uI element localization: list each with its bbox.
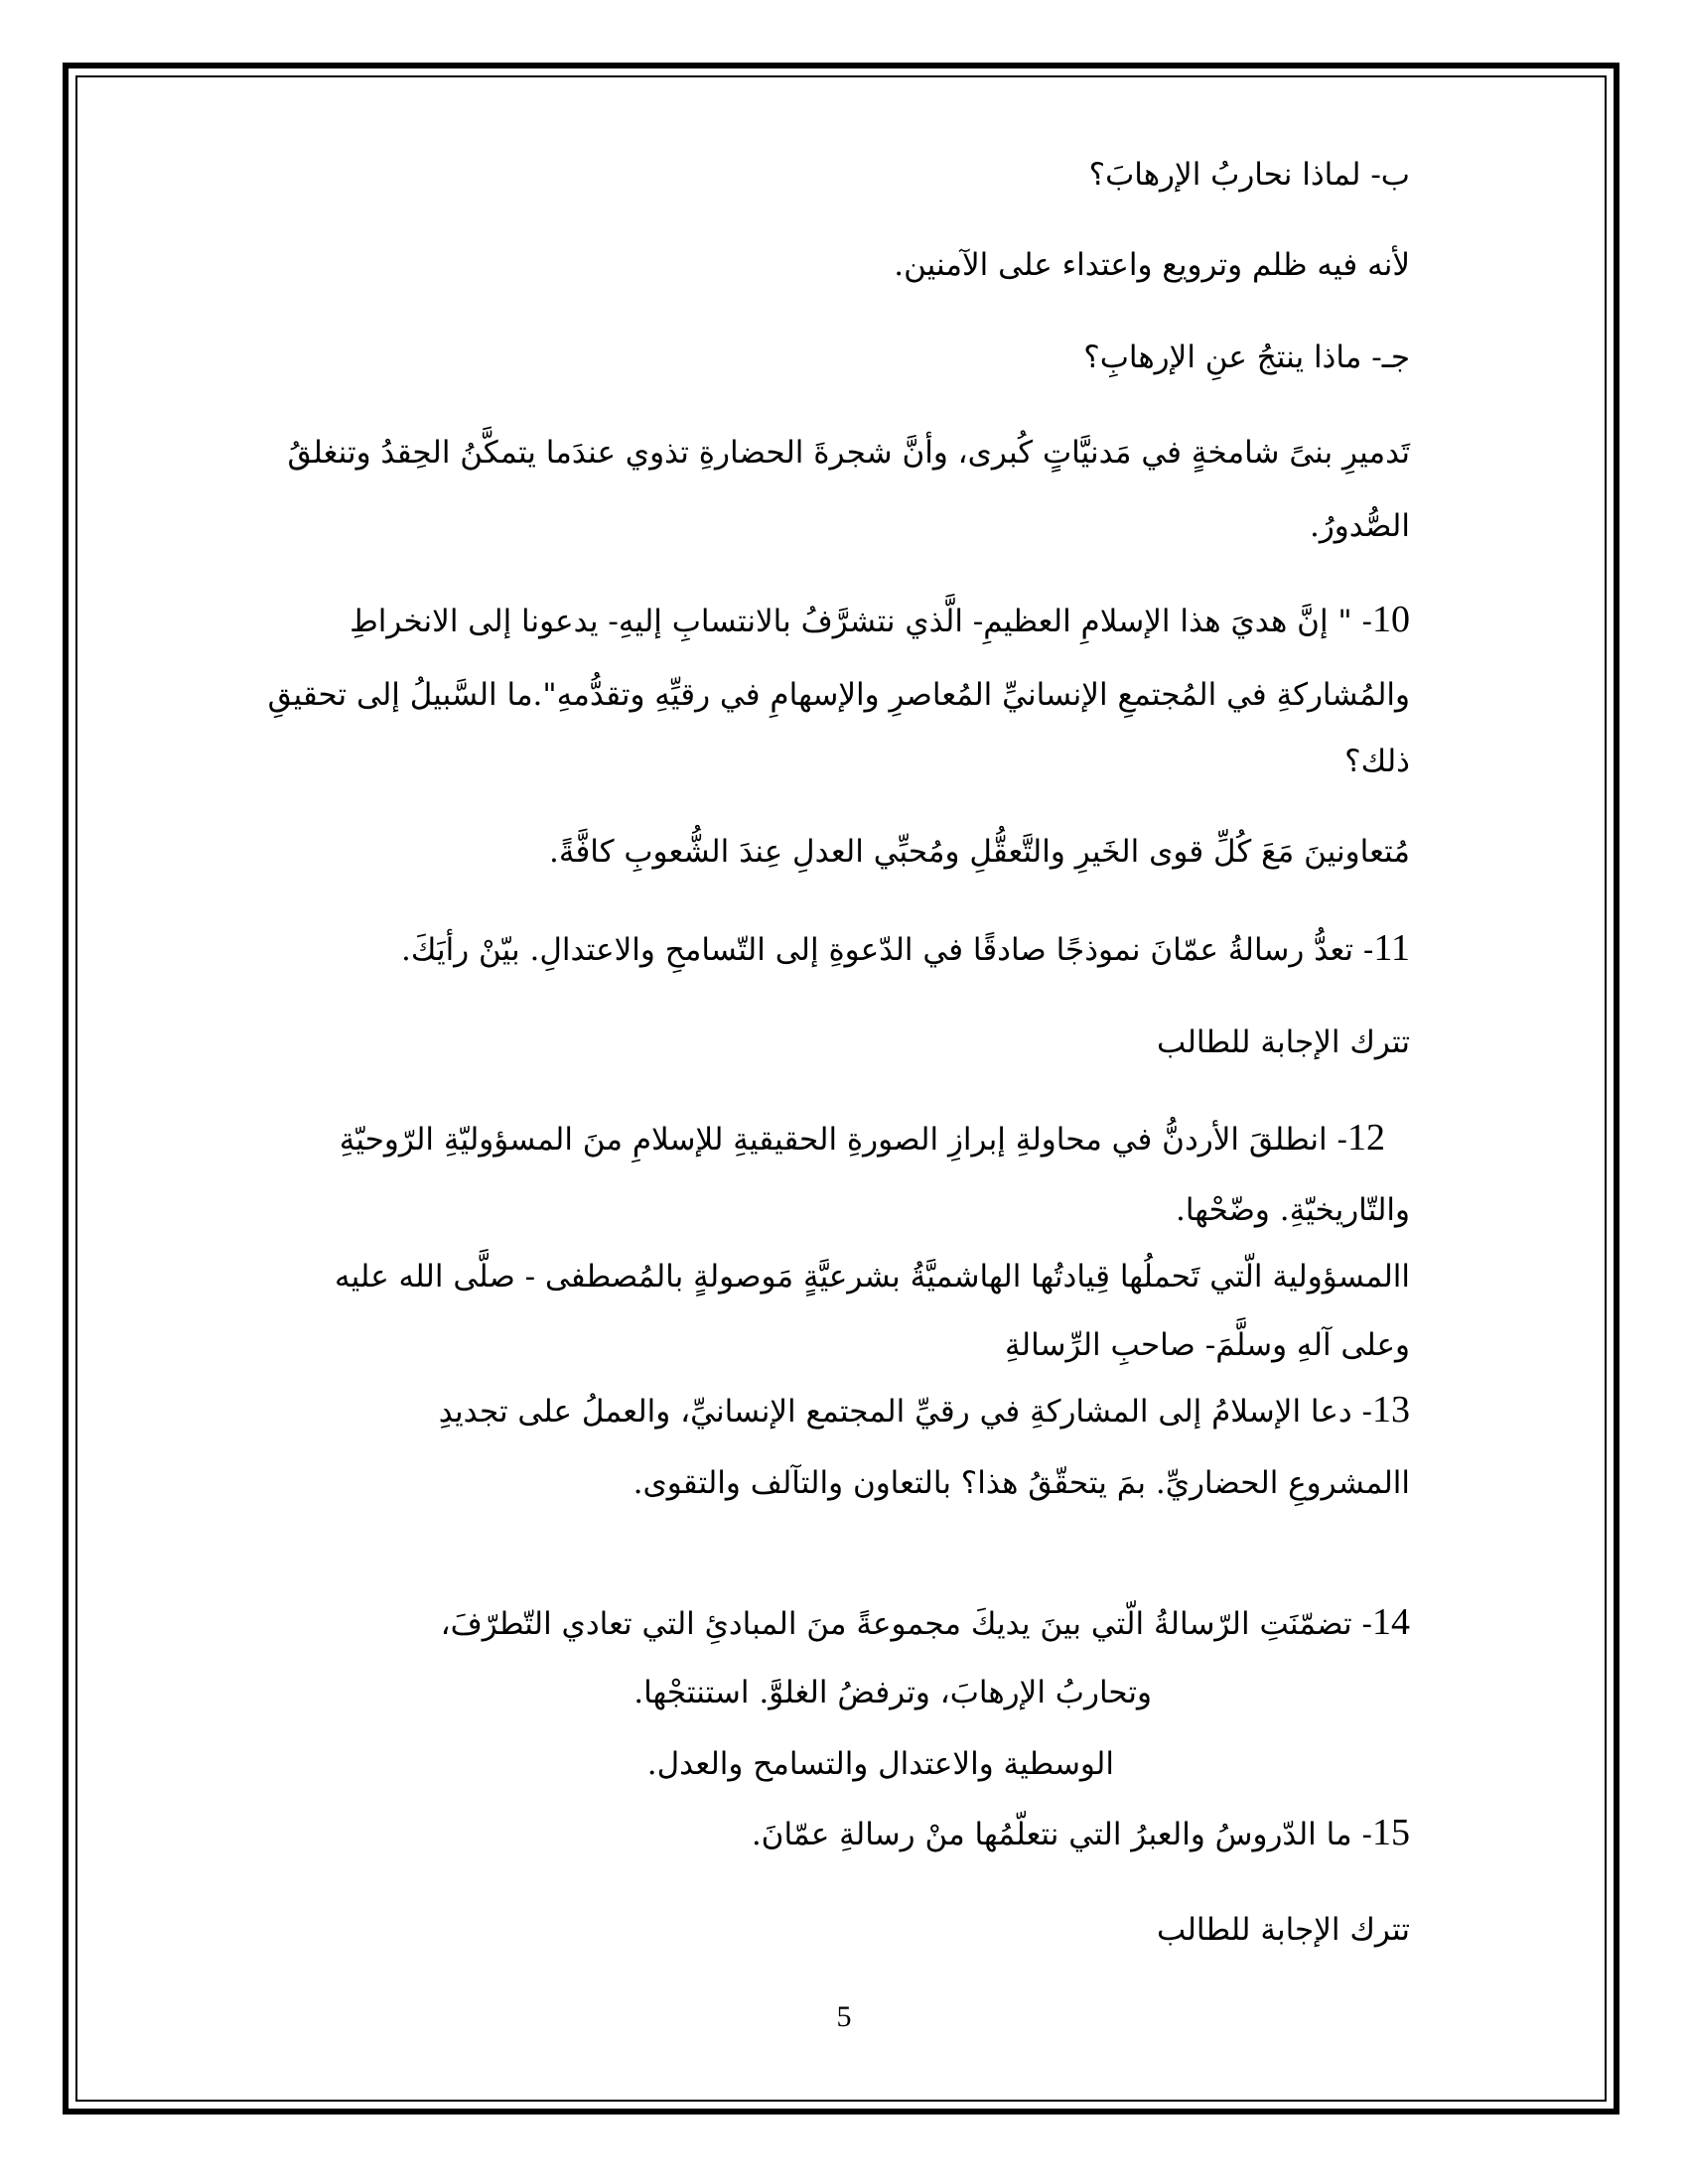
answer-j-line1: تَدميرِ بنىً شامخةٍ في مَدنيَّاتٍ كُبرى، وأنَّ شجرةَ الحضارةِ تذوي عندَما يتمكَّنُ الحِقدُ وتنغلقُ [287, 435, 1410, 471]
question-number: 12 [1347, 1117, 1385, 1159]
question-14-line1 [441, 1602, 1410, 1644]
question-15 [752, 1813, 1410, 1854]
question-j: جـ- ماذا ينتجُ عنِ الإرهابِ؟ [1083, 340, 1410, 375]
question-text: - ما الدّروسُ والعبرُ التي نتعلّمُها منْ رسالةِ عمّانَ. [751, 1817, 1372, 1852]
question-10-line3: ذلك؟ [1344, 744, 1410, 779]
question-text: - انطلقَ الأردنُّ في محاولةِ إبرازِ الصورةِ الحقيقيةِ للإسلامِ منَ المسؤوليّةِ الرّوحيّةِ [339, 1122, 1347, 1158]
answer-12-line1: االمسؤولية الّتي تَحملُها قِيادتُها الهاشميَّةُ بشرعيَّةٍ مَوصولةٍ بالمُصطفى - صلَّى الله عليه [334, 1259, 1410, 1295]
question-11 [401, 928, 1410, 970]
answer-j-line2: الصُّدورُ. [1309, 508, 1410, 544]
question-number: 14 [1372, 1601, 1410, 1643]
question-13-line2: االمشروعِ الحضاريِّ. بمَ يتحقّقُ هذا؟ بالتعاون والتآلف والتقوى. [633, 1465, 1410, 1501]
question-10-line2: والمُشاركةِ في المُجتمعِ الإنسانيِّ المُعاصرِ والإسهامِ في رقيِّهِ وتقدُّمهِ".ما السَّبيلُ إلى تحقيقِ [267, 677, 1410, 713]
question-number: 13 [1372, 1389, 1410, 1431]
question-b: ب- لماذا نحاربُ الإرهابَ؟ [1088, 157, 1410, 193]
question-text: - تضمّنَتِ الرّسالةُ الّتي بينَ يديكَ مجموعةً منَ المبادئِ التي تعادي التّطرّفَ، [440, 1606, 1372, 1642]
question-13-line1 [439, 1390, 1410, 1432]
question-number: 15 [1372, 1812, 1410, 1853]
answer-b: لأنه فيه ظلم وترويع واعتداء على الآمنين. [894, 247, 1410, 283]
question-number: 10 [1372, 599, 1410, 640]
question-12-line2: والتّاريخيّةِ. وضّحْها. [1175, 1192, 1410, 1228]
question-12-line1 [340, 1118, 1385, 1160]
answer-11: تترك الإجابة للطالب [1157, 1024, 1410, 1060]
question-number: 11 [1373, 927, 1410, 969]
page-number: 5 [836, 2000, 852, 2033]
answer-12-line2: وعلى آلهِ وسلَّمَ- صاحبِ الرِّسالةِ [1005, 1327, 1410, 1363]
question-text: - تعدُّ رسالةُ عمّانَ نموذجًا صادقًا في الدّعوةِ إلى التّسامحِ والاعتدالِ. بيّنْ رأيَكَ. [401, 932, 1374, 968]
question-10-line1 [350, 600, 1410, 641]
answer-14: الوسطية والاعتدال والتسامح والعدل. [646, 1746, 1114, 1782]
answer-15: تترك الإجابة للطالب [1157, 1912, 1410, 1948]
question-text: - " إنَّ هديَ هذا الإسلامِ العظيمِ- الَّذي نتشرَّفُ بالانتسابِ إليهِ- يدعونا إلى الانخراطِ [350, 604, 1372, 639]
question-text: - دعا الإسلامُ إلى المشاركةِ في رقيِّ المجتمع الإنسانيِّ، والعملُ على تجديدِ [438, 1394, 1372, 1430]
page-border-inner [75, 75, 1607, 2102]
answer-10: مُتعاونينَ مَعَ كُلِّ قوى الخَيرِ والتَّعقُّلِ ومُحبِّي العدلِ عِندَ الشُّعوبِ كافَّةً. [549, 834, 1410, 870]
question-14-line2: وتحاربُ الإرهابَ، وترفضُ الغلوَّ. استنتجْها. [633, 1675, 1152, 1710]
